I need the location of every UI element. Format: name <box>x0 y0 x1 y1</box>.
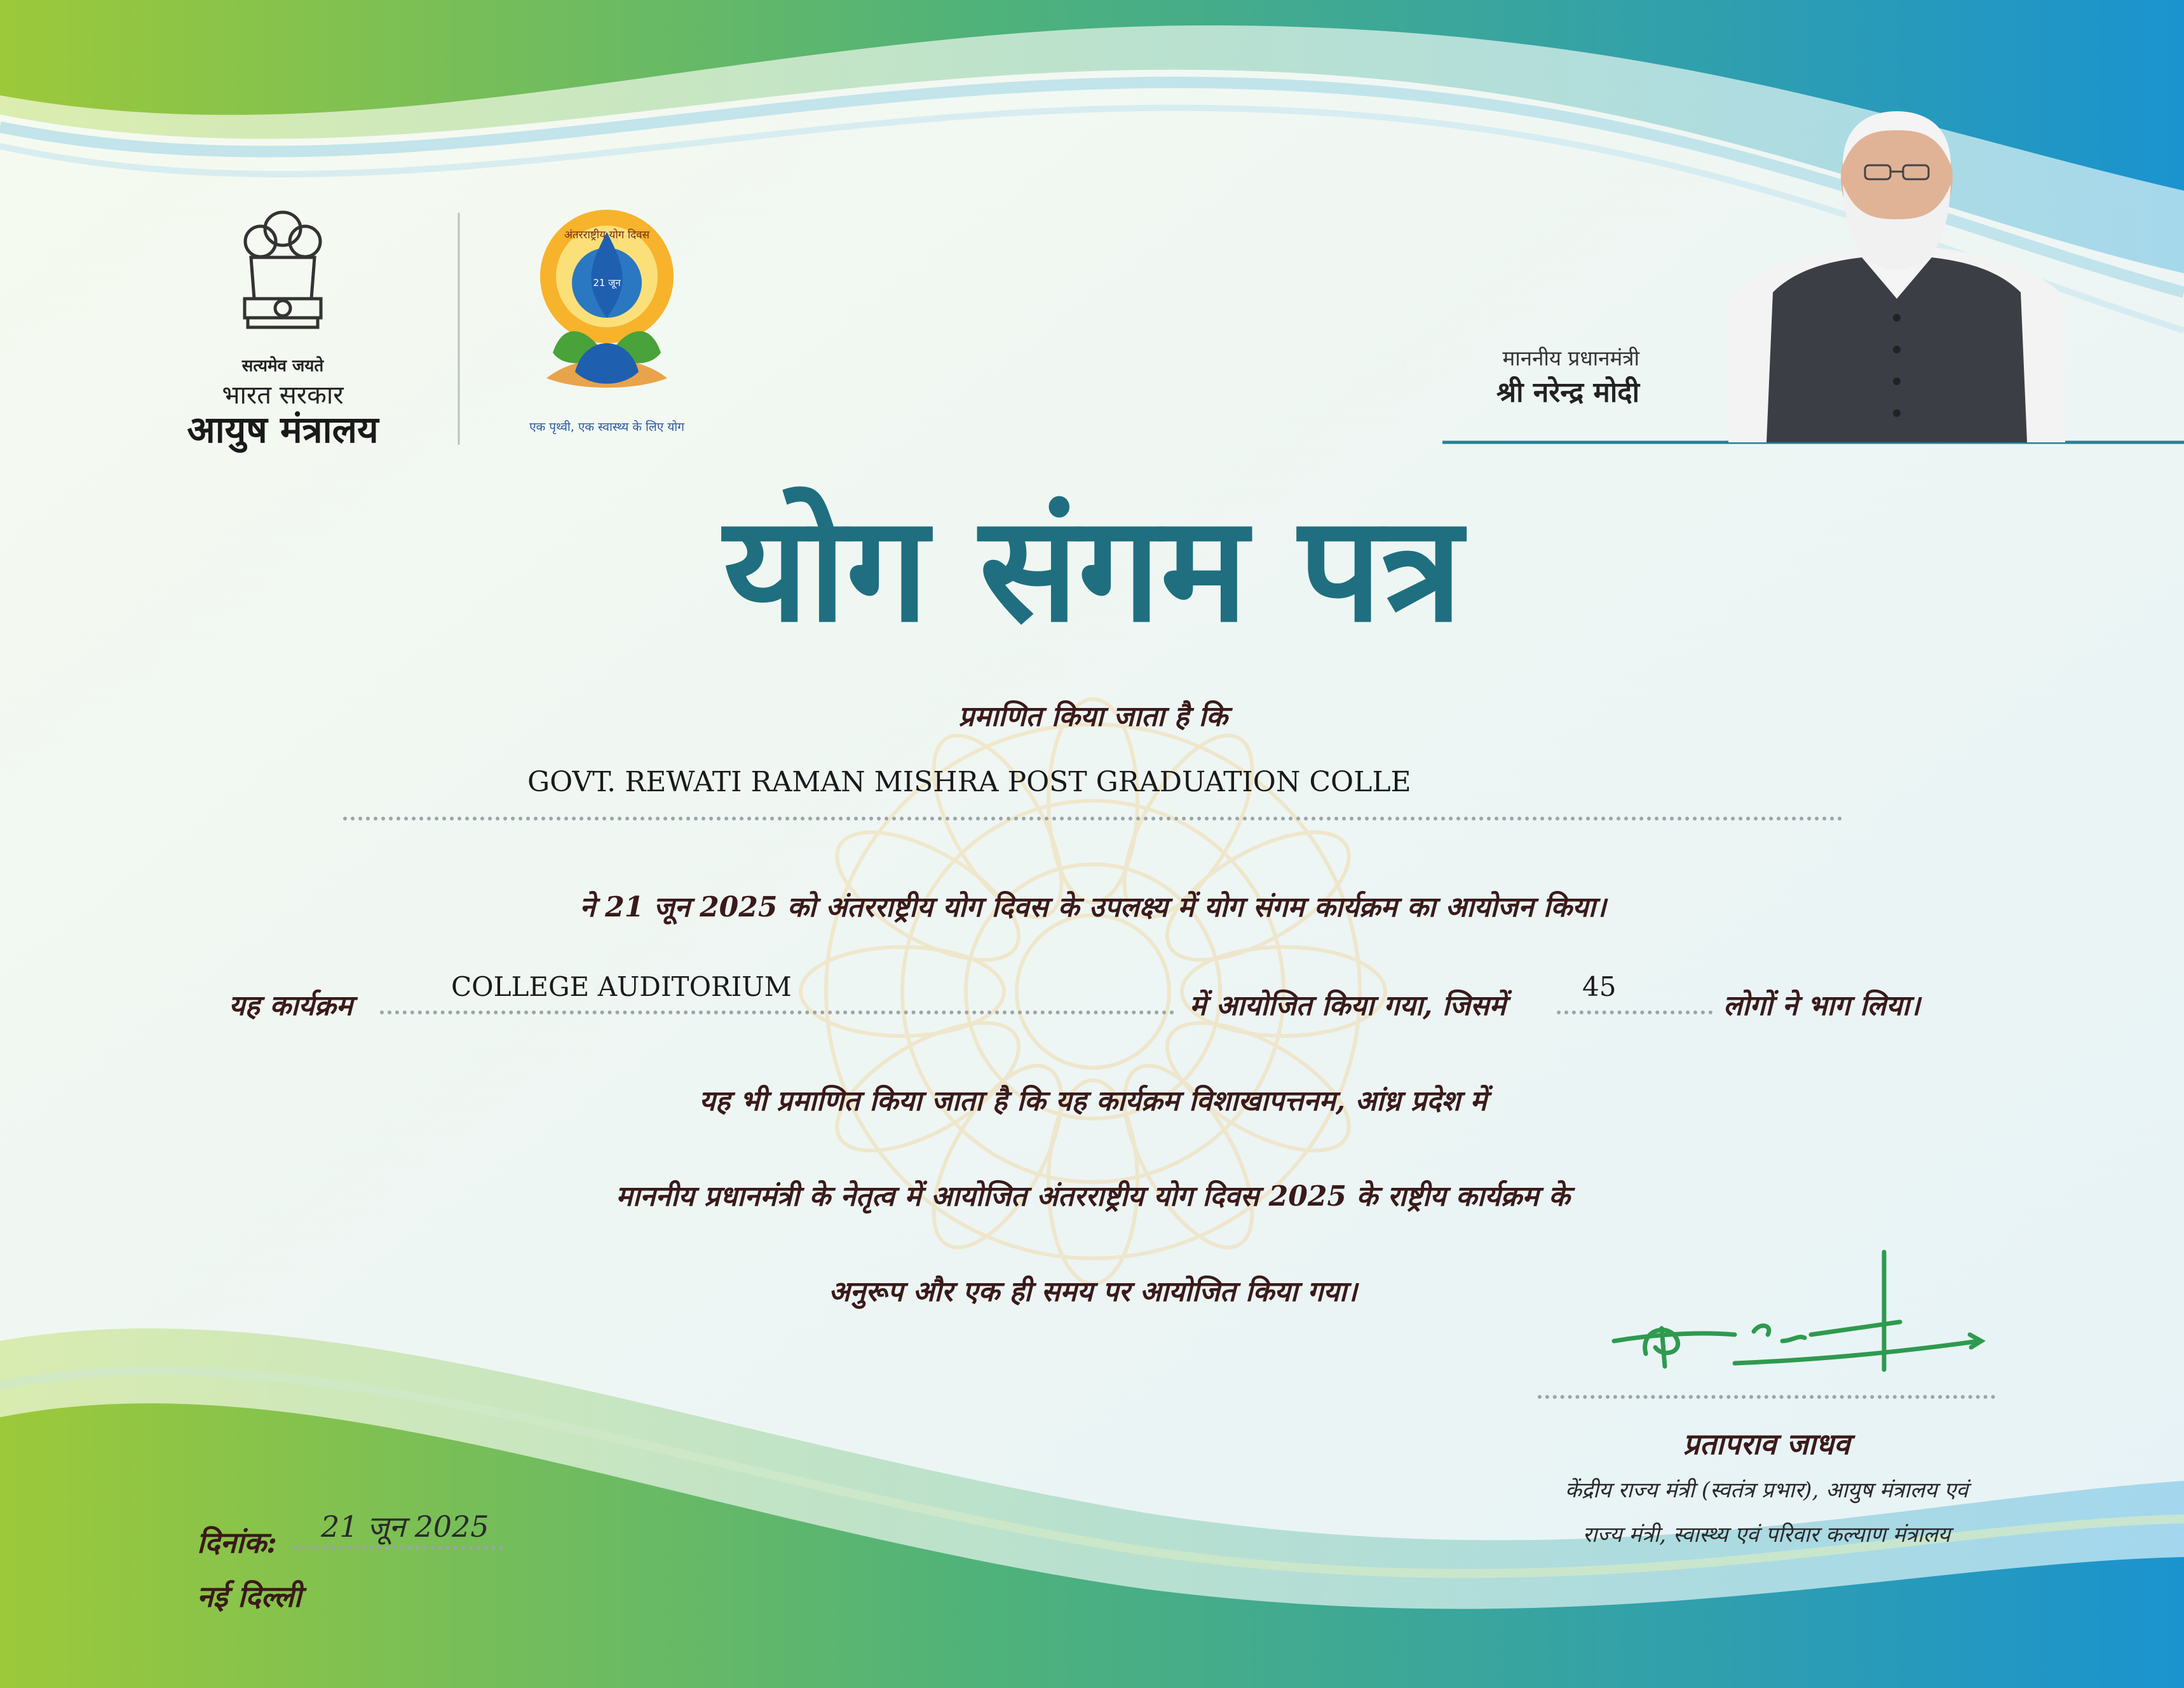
pm-portrait <box>1728 108 2065 442</box>
date-dotted-line <box>294 1546 503 1549</box>
signatory-role-line-1: केंद्रीय राज्य मंत्री (स्वतंत्र प्रभार), आयुष मंत्रालय एवं <box>1564 1478 1969 1503</box>
emblem-motto: सत्यमेव जयते <box>241 357 324 376</box>
participants-suffix: लोगों ने भाग लिया। <box>1723 990 1920 1022</box>
logo-date: 21 जून <box>593 277 621 289</box>
certificate-title: योग संगम पत्र <box>723 485 1463 655</box>
signatory-name: प्रतापराव जाधव <box>1683 1427 1850 1461</box>
ministry-name: आयुष मंत्रालय <box>187 408 379 451</box>
national-emblem-icon <box>232 203 334 356</box>
venue-dotted-line <box>380 1011 1174 1014</box>
idy-logo-icon <box>527 207 686 416</box>
participants-value: 45 <box>1582 971 1617 1002</box>
venue-value: COLLEGE AUDITORIUM <box>451 971 792 1002</box>
para-line-2: माननीय प्रधानमंत्री के नेतृत्व में आयोजित अंतरराष्ट्रीय योग दिवस 2025 के राष्ट्रीय कार्यक्रम के <box>616 1180 1570 1213</box>
venue-suffix: में आयोजित किया गया, जिसमें <box>1190 990 1506 1022</box>
date-value: 21 जून 2025 <box>321 1509 489 1544</box>
para-line-3: अनुरूप और एक ही समय पर आयोजित किया गया। <box>829 1276 1357 1308</box>
logo-tagline: एक पृथ्वी, एक स्वास्थ्य के लिए योग <box>529 420 684 434</box>
para-line-1: यह भी प्रमाणित किया जाता है कि यह कार्यक्रम विशाखापत्तनम, आंध्र प्रदेश में <box>699 1085 1487 1117</box>
participants-dotted-line <box>1557 1011 1713 1014</box>
date-label: दिनांक: <box>197 1525 278 1560</box>
signature-dotted-line <box>1538 1395 1995 1399</box>
logo-ring-text: अंतरराष्ट्रीय योग दिवस <box>564 229 650 242</box>
signatory-role-line-2: राज्य मंत्री, स्वास्थ्य एवं परिवार कल्याण मंत्रालय <box>1582 1522 1951 1548</box>
signature-mark <box>1601 1246 1995 1385</box>
place: नई दिल्ली <box>197 1579 302 1614</box>
pm-title: माननीय प्रधानमंत्री <box>1502 346 1639 371</box>
venue-prefix: यह कार्यक्रम <box>229 990 353 1022</box>
certify-line: प्रमाणित किया जाता है कि <box>958 700 1228 733</box>
pm-name: श्री नरेन्द्र मोदी <box>1496 376 1639 409</box>
gov-line: भारत सरकार <box>222 381 344 410</box>
institution-name: GOVT. REWATI RAMAN MISHRA POST GRADUATION COLLE <box>527 766 1411 798</box>
institution-dotted-line <box>343 817 1843 820</box>
organised-line: ने 21 जून 2025 को अंतरराष्ट्रीय योग दिवस के उपलक्ष्य में योग संगम कार्यक्रम का आयोजन किया। <box>580 891 1606 923</box>
